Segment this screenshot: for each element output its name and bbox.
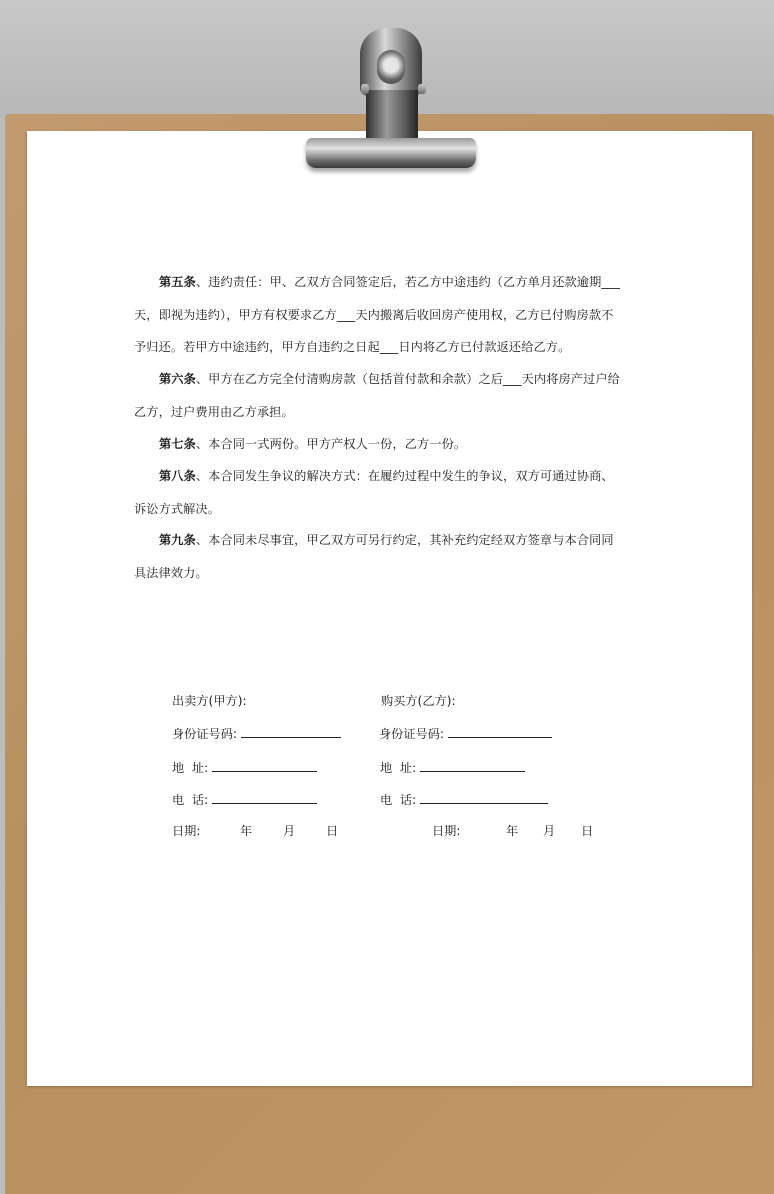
clip-neck (366, 90, 418, 140)
clip-ear-left (361, 84, 369, 94)
seller-phone-blank[interactable] (212, 792, 317, 804)
address-label: 地 址: (380, 761, 417, 775)
article-line: 、本合同一式两份。甲方产权人一份，乙方一份。 (195, 437, 467, 451)
clip-ear-right (418, 84, 426, 94)
article-line: 、本合同未尽事宜，甲乙双方可另行约定，其补充约定经双方签章与本合同同 (195, 533, 614, 547)
address-label: 地 址: (172, 761, 209, 775)
article-heading: 第八条 (159, 469, 196, 483)
buyer-title: 购买方(乙方): (381, 694, 456, 708)
buyer-date-day: 日 (581, 824, 594, 838)
seller-address-row (172, 760, 317, 776)
article-6 (134, 363, 629, 428)
article-line: 诉讼方式解决。 (134, 501, 221, 516)
buyer-address-row (380, 760, 525, 776)
id-label: 身份证号码: (172, 727, 238, 741)
article-heading: 第五条 (159, 275, 196, 289)
seller-date-month: 月 (283, 824, 296, 838)
article-heading: 第六条 (159, 372, 196, 386)
seller-date-year: 年 (240, 824, 253, 838)
seller-phone-row (172, 792, 317, 808)
buyer-phone-row (380, 792, 548, 808)
article-heading: 第九条 (159, 533, 196, 547)
seller-id-row (172, 726, 341, 742)
article-9 (134, 524, 629, 589)
buyer-id-row (379, 726, 552, 742)
seller-address-blank[interactable] (212, 760, 317, 772)
seller-date-row (172, 823, 200, 839)
article-line: 、违约责任：甲、乙双方合同签定后，若乙方中途违约（乙方单月还款逾期___ (195, 275, 620, 289)
article-line: 、甲方在乙方完全付清购房款（包括首付款和余款）之后___天内将房产过户给 (195, 372, 620, 386)
article-line: 天，即视为违约），甲方有权要求乙方___天内搬离后收回房产使用权，乙方已付购房款不 (134, 307, 614, 322)
article-8 (134, 460, 629, 525)
article-line: 、本合同发生争议的解决方式：在履约过程中发生的争议，双方可通过协商、 (195, 469, 614, 483)
buyer-address-blank[interactable] (420, 760, 525, 772)
article-heading: 第七条 (159, 437, 196, 451)
article-7 (134, 428, 629, 461)
article-5 (134, 266, 629, 364)
clip-base (306, 138, 476, 168)
buyer-date-year: 年 (506, 824, 519, 838)
date-label: 日期: (432, 824, 461, 838)
id-label: 身份证号码: (379, 727, 445, 741)
seller-date-day: 日 (326, 824, 339, 838)
buyer-date-month: 月 (543, 824, 556, 838)
article-line: 予归还。若甲方中途违约，甲方自违约之日起___日内将乙方已付款返还给乙方。 (134, 340, 571, 354)
phone-label: 电 话: (380, 793, 417, 807)
seller-title: 出卖方(甲方): (172, 694, 247, 708)
phone-label: 电 话: (172, 793, 209, 807)
clip-hole (377, 50, 405, 84)
buyer-phone-blank[interactable] (420, 792, 548, 804)
buyer-id-blank[interactable] (448, 726, 552, 738)
article-line: 乙方，过户费用由乙方承担。 (134, 404, 294, 419)
seller-id-blank[interactable] (241, 726, 341, 738)
buyer-date-row (432, 823, 460, 839)
article-line: 具法律效力。 (134, 565, 208, 580)
date-label: 日期: (172, 824, 201, 838)
